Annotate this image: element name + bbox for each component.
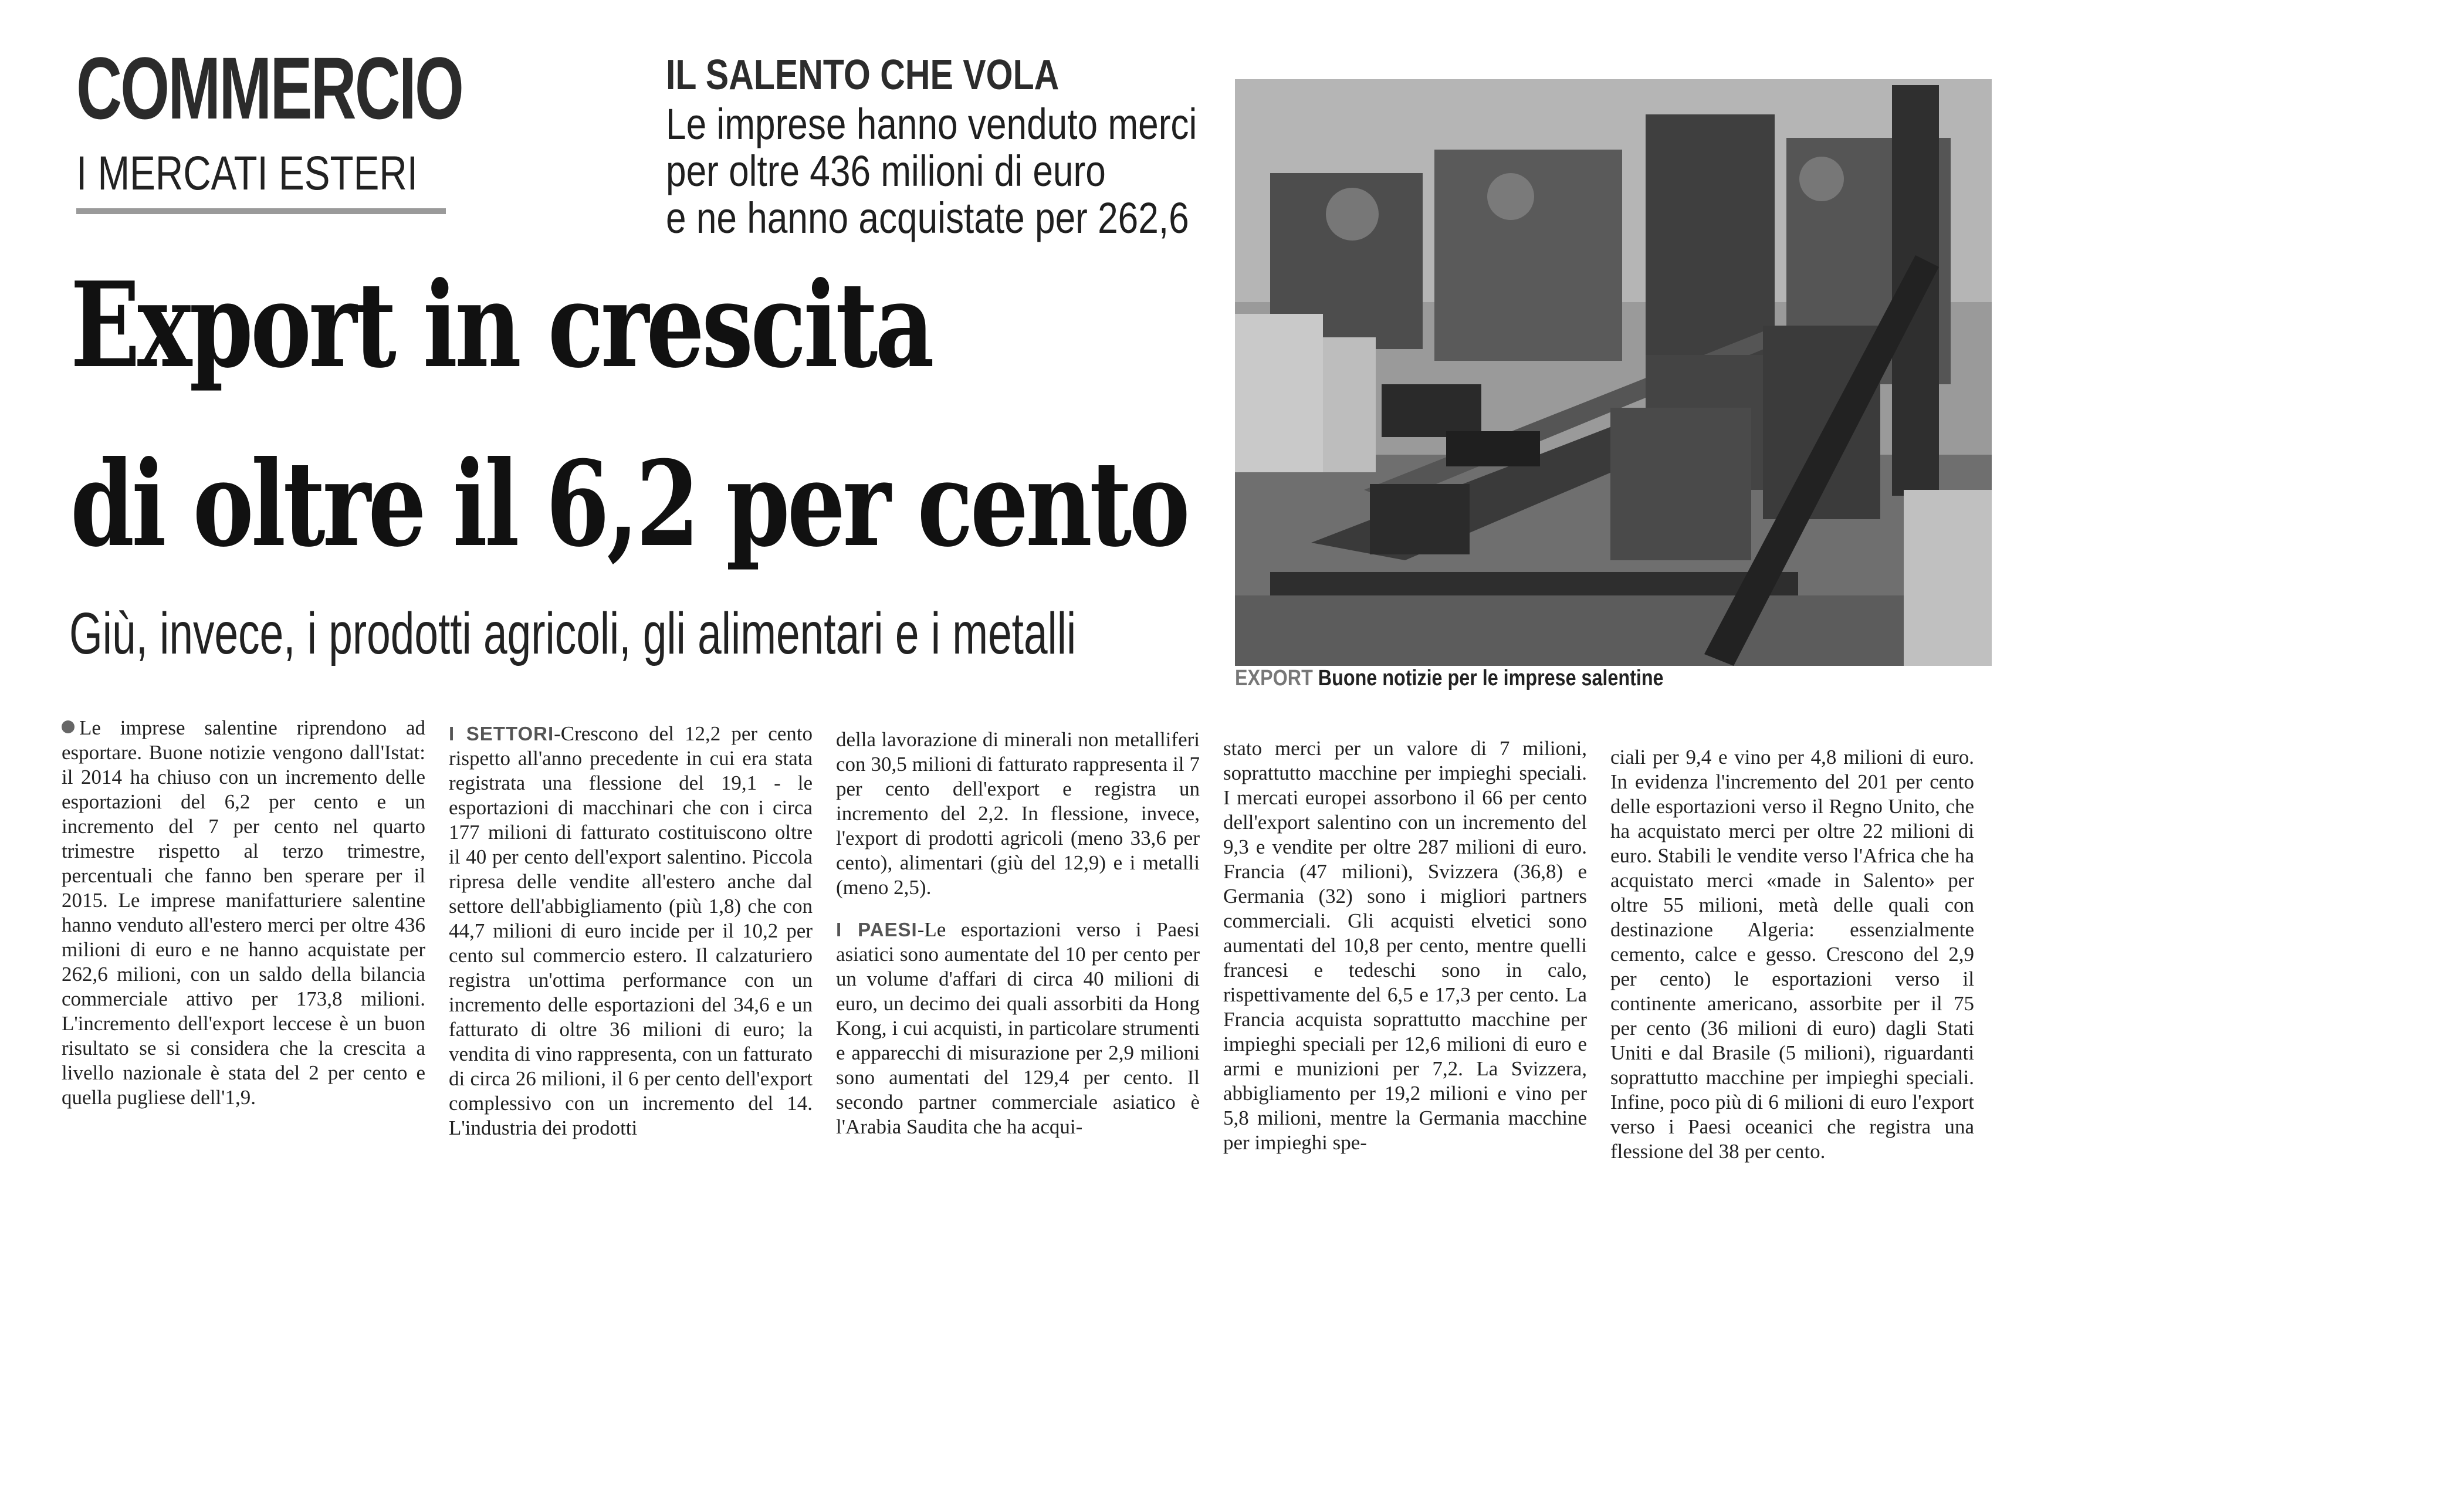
article-col2-text: -Crescono del 12,2 per cento rispetto all'anno precedente in cui era stata registrata una flessione del 19,1 - le esportazioni di macchinari che con i circa 177 milioni di fatturato costituiscono oltre il 40 per cento dell'export salentino. Piccola ripresa delle vendite all'estero anche dal settore dell'abbigliamento (più 1,8) che con 44,7 milioni di euro incide per il 10,2 per cento sul commercio estero. Il calzaturiero registra un'ottima performance con un incremento delle esportazioni del 34,6 e un fatturato di oltre 36 milioni di euro; la vendita di vino rappresenta, con un fatturato di circa 26 milioni, il 6 per cento dell'export complessivo con un incremento del 14. L'industria dei prodotti [449,722,813,1139]
factory-photo [1235,79,1992,666]
kicker-line-2: per oltre 436 milioni di euro [666,147,1106,195]
article-col3a-text: della lavorazione di minerali non metalliferi con 30,5 milioni di fatturato rappresenta il 7 per cento dell'export e registra un incremento del 2,2. In flessione, invece, l'export di prodotti agricoli (meno 33,6 per cento), alimentari (giù del 12,9) e i metalli (meno 2,5). [836,728,1200,899]
article-col4-text: stato merci per un valore di 7 milioni, soprattutto macchine per impieghi speciali. I mercati europei assorbono il 66 per cento dell'export salentino con un incremento del 9,3 e vendite per oltre 287 milioni di euro. Francia (47 milioni), Svizzera (36,8) e Germania (32) sono i migliori partners commerciali. Gli acquisti elvetici sono aumentati del 10,8 per cento, mentre quelli francesi e tedeschi sono in calo, rispettivamente del 6,5 e 17,3 per cento. La Francia acquista soprattutto macchine per impieghi speciali per 12,6 milioni di euro e armi e munizioni per 7,2. La Svizzera, abbigliamento per 19,2 milioni e vino per 5,8 milioni, mentre la Germania macchine per impieghi spe- [1223,737,1587,1154]
kicker-title: IL SALENTO CHE VOLA [666,52,1060,99]
bullet-icon [62,720,75,733]
article-column-1 [62,716,425,1110]
article-column-3 [836,727,1200,1139]
subheadline: Giù, invece, i prodotti agricoli, gli alimentari e i metalli [69,601,1077,666]
article-col1-text: Le imprese salentine riprendono ad esportare. Buone notizie vengono dall'Istat: il 2014 ha chiuso con un incremento delle esportazioni del 6,2 per cento e un incremento del 7 per cento nel quarto trimestre rispetto al terzo trimestre, percentuali che fanno ben sperare per il 2015. Le imprese manifatturiere salentine hanno venduto all'estero merci per oltre 436 milioni di euro e ne hanno acquistate per 262,6 milioni, con un saldo della bilancia commerciale attivo per 173,8 milioni. L'incremento dell'export leccese è un buon risultato se si considera che la crescita a livello nazionale è stata del 2 per cento e quella pugliese dell'1,9. [62,716,425,1109]
headline-line-1: Export in crescita [70,256,932,394]
article-column-4 [1223,736,1587,1155]
section-rule [76,208,446,214]
section-subtitle: I MERCATI ESTERI [76,147,418,200]
runin-settori: I SETTORI [449,723,554,744]
runin-paesi: I PAESI [836,919,918,940]
article-col5-text: ciali per 9,4 e vino per 4,8 milioni di euro. In evidenza l'incremento del 201 per cento delle esportazioni verso il Regno Unito, che ha acquistato merci per oltre 22 milioni di euro. Stabili le vendite verso l'Africa che ha acquistato merci «made in Salento» per oltre 55 milioni, metà delle quali con destinazione Algeria: essenzialmente cemento, calce e gesso. Crescono del 2,9 per cento) le esportazioni verso il continente americano, assorbite per il 75 per cento (36 milioni di euro) dagli Stati Uniti e dal Brasile (5 milioni), riguardanti soprattutto macchine per impieghi speciali. Infine, poco più di 6 milioni di euro l'export verso i Paesi oceanici che registra una flessione del 38 per cento. [1610,746,1974,1163]
caption-label: EXPORT [1235,666,1313,691]
article-column-2 [449,722,813,1140]
kicker-line-3: e ne hanno acquistate per 262,6 [666,194,1189,242]
caption-text: Buone notizie per le imprese salentine [1318,666,1664,691]
kicker-line-1: Le imprese hanno venduto merci [666,100,1197,148]
article-column-5 [1610,745,1974,1164]
photo-caption [1235,666,1664,691]
headline-line-2: di oltre il 6,2 per cento [70,435,1187,573]
section-title: COMMERCIO [76,39,463,137]
article-col3b-text: -Le esportazioni verso i Paesi asiatici sono aumentate del 10 per cento per un volume d'affari di circa 40 milioni di euro, un decimo dei quali assorbiti da Hong Kong, i cui acquisti, in particolare strumenti e apparecchi di misurazione per 2,9 milioni sono aumentati del 129,4 per cento. Il secondo partner commerciale asiatico è l'Arabia Saudita che ha acqui- [836,918,1200,1138]
